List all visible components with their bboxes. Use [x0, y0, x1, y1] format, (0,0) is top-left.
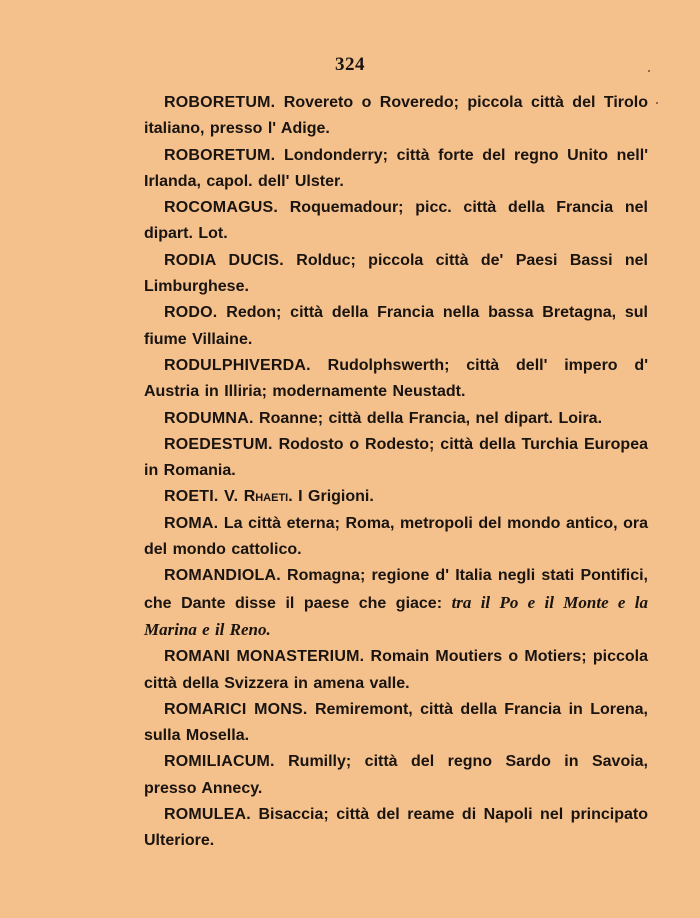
entry: [144, 697, 648, 750]
entry-headword: ROMA.: [164, 514, 219, 532]
entry-headword: ROMANI MONASTERIUM.: [164, 648, 365, 666]
entry-text: La città eterna; Roma, metropoli del mondo antico, ora del mondo cattolico.: [144, 514, 648, 559]
entry: [144, 300, 648, 353]
entry-text: Bisaccia; città del reame di Napoli nel principato Ulteriore.: [144, 806, 648, 850]
entry-headword: RODIA DUCIS.: [164, 251, 284, 269]
entry-headword: ROMARICI MONS.: [164, 700, 308, 718]
entry-text: I Grigioni.: [298, 488, 374, 506]
entry-headword: RODO.: [164, 304, 218, 322]
entry-headword: ROMANDIOLA.: [164, 567, 281, 585]
entry: [144, 484, 648, 510]
entry: [144, 195, 648, 248]
entry-headword: RODUMNA.: [164, 409, 254, 427]
paper-speck: [648, 70, 650, 72]
page-number: 324: [335, 54, 365, 75]
entry: [144, 432, 648, 485]
entry-headword: ROCOMAGUS.: [164, 199, 278, 217]
entry: [144, 644, 648, 697]
entry-text: Romain Moutiers o Motiers; piccola città della Svizzera in amena valle.: [144, 648, 648, 692]
entry-text: Londonderry; città forte del regno Unito nell' Irlanda, capol. dell' Ulster.: [144, 146, 649, 190]
entry: [144, 353, 648, 406]
entry: [144, 143, 648, 196]
entry-cross-reference: Rhaeti.: [243, 488, 293, 506]
entry: [144, 248, 648, 301]
entry-headword: ROBORETUM.: [164, 94, 276, 111]
entry: [144, 802, 648, 855]
entry-text: Roanne; città della Francia, nel dipart. Loira.: [259, 409, 603, 427]
entry: [144, 90, 648, 143]
entry: [144, 406, 648, 432]
entry-headword: ROEDESTUM.: [164, 435, 273, 453]
dictionary-entries: [144, 90, 648, 855]
entry-text: Roquemadour; picc. città della Francia nel dipart. Lot.: [144, 199, 648, 243]
entry-text: Rudolphswerth; città dell' impero d' Austria in Illiria; modernamente Neustadt.: [144, 356, 649, 401]
entry: [144, 511, 648, 564]
entry-text: Rovereto o Roveredo; piccola città del Tirolo italiano, presso l' Adige.: [144, 94, 648, 138]
entry-text: Remiremont, città della Francia in Lorena, sulla Mosella.: [144, 700, 648, 745]
entry: [144, 749, 648, 802]
entry-headword: ROBORETUM.: [164, 146, 276, 164]
entry-headword: ROETI. V.: [164, 488, 239, 506]
entry-text: Rolduc; piccola città de' Paesi Bassi nel Limburghese.: [144, 251, 648, 296]
entry-headword: ROMULEA.: [164, 806, 251, 824]
entry-text: Romagna; regione d' Italia negli stati Pontifici, che Dante disse il paese che giace:: [144, 567, 648, 612]
entry-headword: RODULPHIVERDA.: [164, 356, 311, 374]
entry-text: Redon; città della Francia nella bassa Bretagna, sul fiume Villaine.: [144, 304, 649, 348]
entry: [144, 563, 648, 644]
entry-quotation: tra il Po e il Monte e la Marina e il Reno.: [144, 592, 648, 639]
entry-text: Rumilly; città del regno Sardo in Savoia, presso Annecy.: [144, 753, 649, 797]
paper-speck: [656, 102, 658, 104]
entry-text: Rodosto o Rodesto; città della Turchia Europea in Romania.: [144, 435, 649, 480]
entry-headword: ROMILIACUM.: [164, 753, 275, 771]
